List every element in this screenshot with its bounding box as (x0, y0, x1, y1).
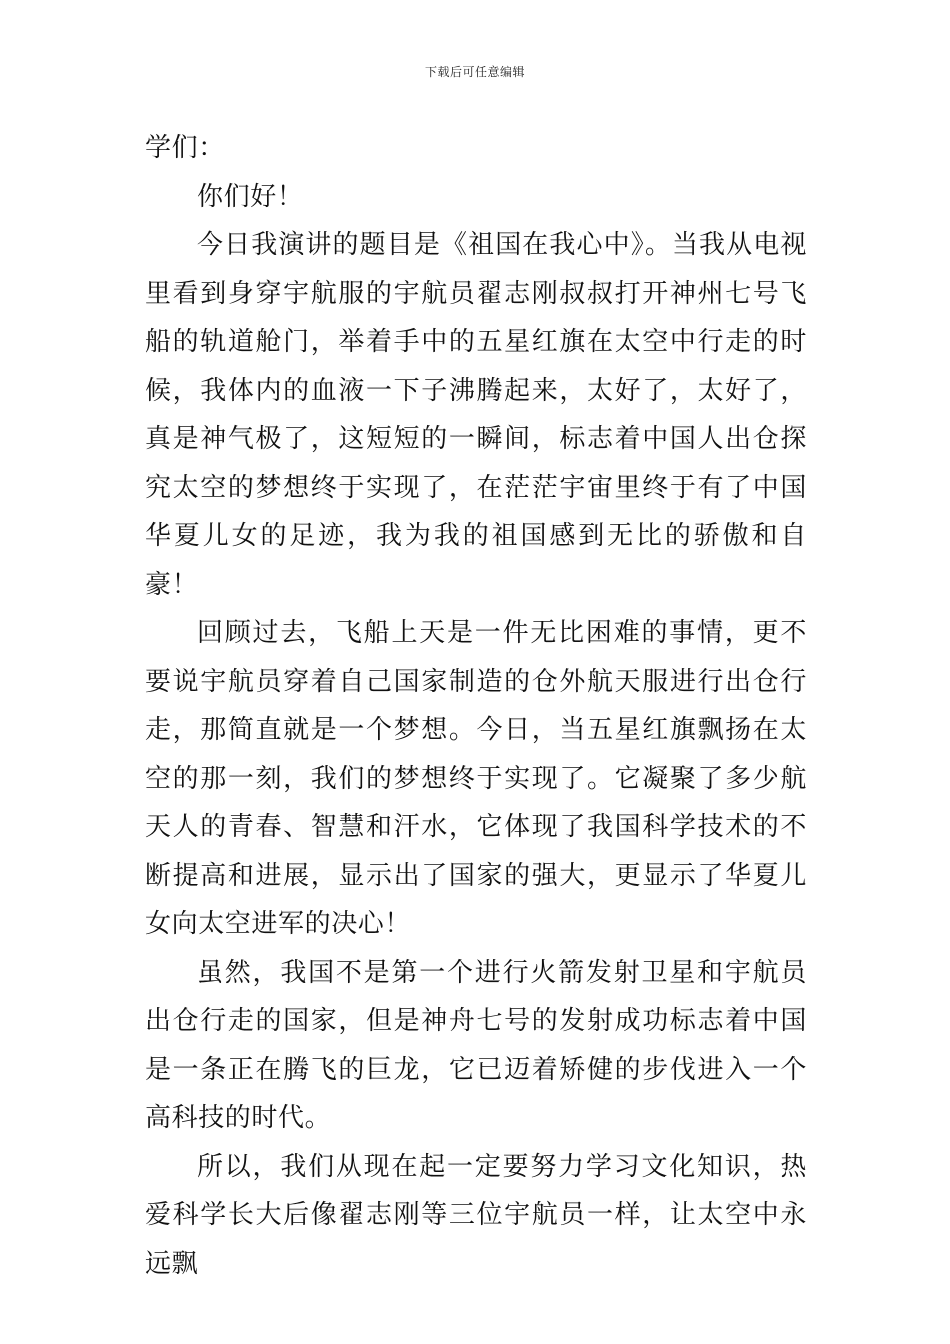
salutation: 学们： (145, 133, 225, 163)
paragraph-review: 回顾过去，飞船上天是一件无比困难的事情，更不要说宇航员穿着自己国家制造的仓外航天服进行出仓行走，那简直就是一个梦想。今日，当五星红旗飘扬在太空的那一刻，我们的梦想终于实现了。它凝聚了多少航天人的青春、智慧和汗水，它体现了我国科学技术的不断提高和进展，显示出了国家的强大，更显示了华夏儿女向太空进军的决心！ (145, 618, 807, 939)
paragraph-achievement: 虽然，我国不是第一个进行火箭发射卫星和宇航员出仓行走的国家，但是神舟七号的发射成功标志着中国是一条正在腾飞的巨龙，它已迈着矫健的步伐进入一个高科技的时代。 (145, 957, 807, 1133)
greeting: 你们好！ (197, 181, 304, 212)
paragraph-resolve: 所以，我们从现在起一定要努力学习文化知识，热爱科学长大后像翟志刚等三位宇航员一样，让太空中永远飘 (145, 1151, 807, 1279)
paragraph-intro: 今日我演讲的题目是《祖国在我心中》。当我从电视里看到身穿宇航服的宇航员翟志刚叔叔打开神州七号飞船的轨道舱门，举着手中的五星红旗在太空中行走的时候，我体内的血液一下子沸腾起来，太好了，太好了，真是神气极了，这短短的一瞬间，标志着中国人出仓探究太空的梦想终于实现了，在茫茫宇宙里终于有了中国华夏儿女的足迹，我为我的祖国感到无比的骄傲和自豪！ (145, 230, 807, 600)
header-note: 下载后可任意编辑 (424, 65, 525, 79)
speech-body (145, 124, 807, 1288)
